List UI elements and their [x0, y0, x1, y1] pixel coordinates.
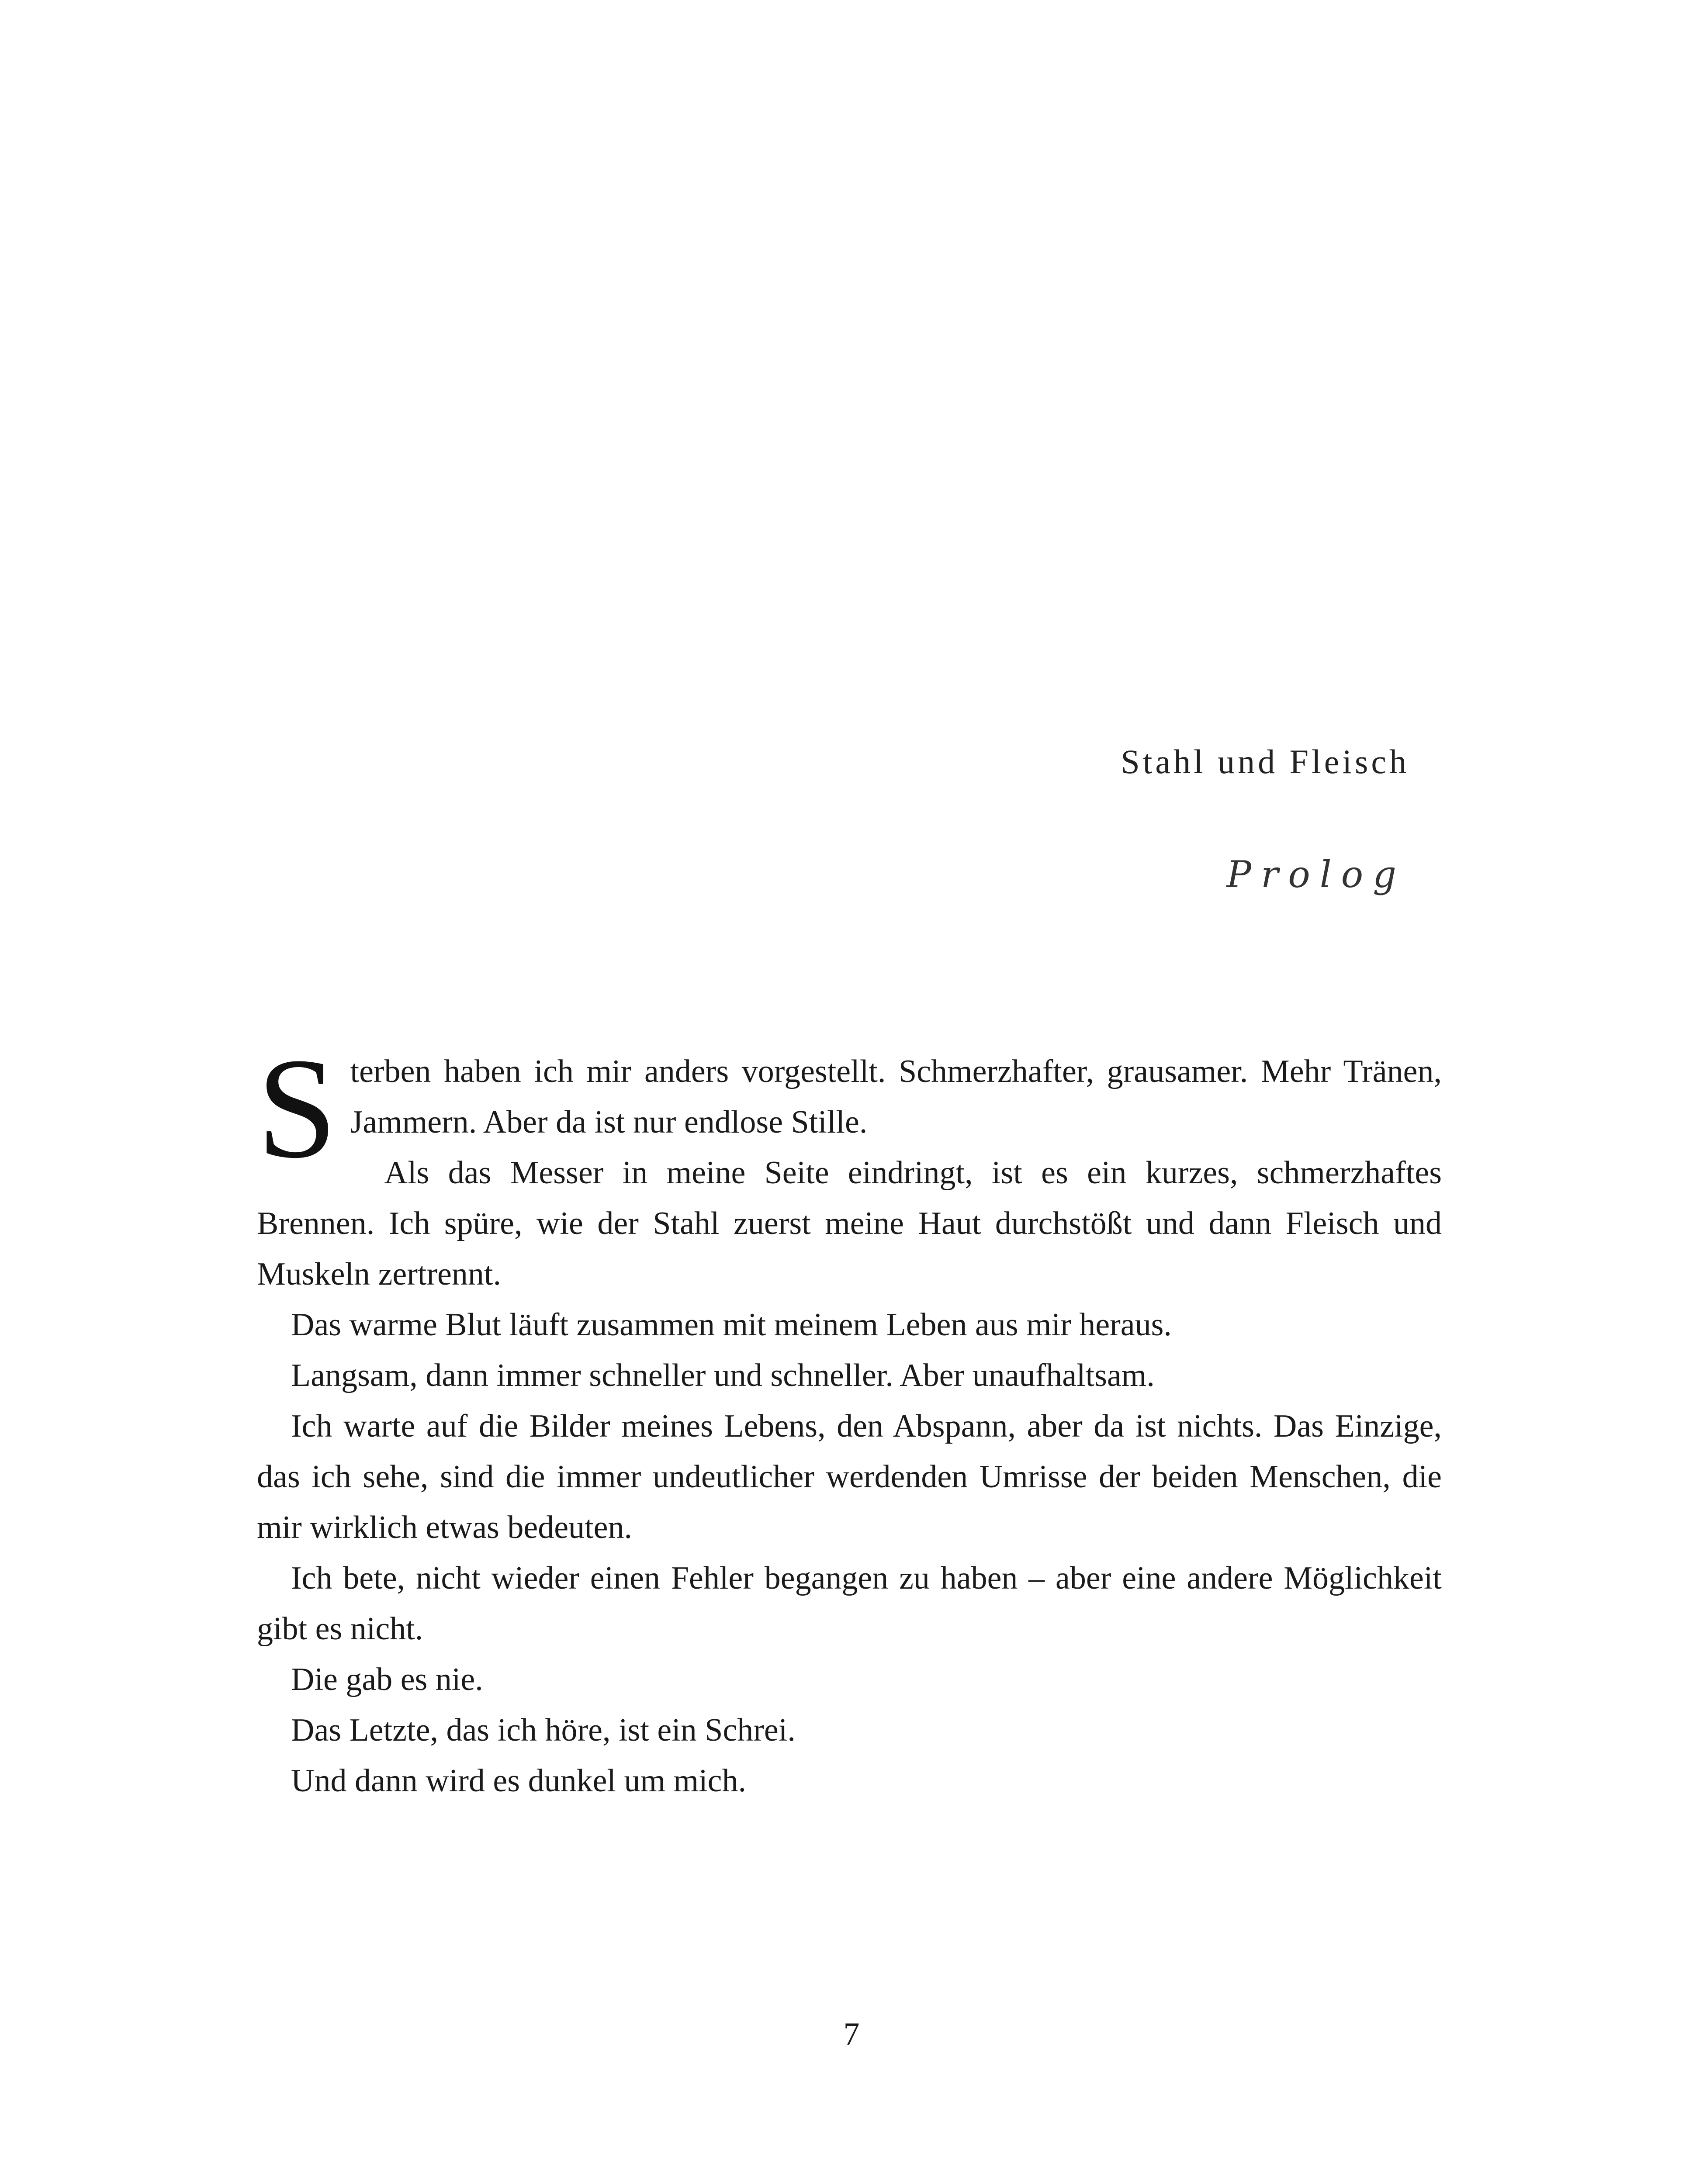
body-paragraph: Das warme Blut läuft zusammen mit meinem Leben aus mir heraus. [291, 1307, 1172, 1343]
opening-line: terben haben ich mir anders vorgestellt. Schmerzhafter, grausamer. Mehr Tränen, Jammern. Aber da ist nur endlose Stille. [350, 1054, 1442, 1140]
chapter-title: Stahl und Fleisch [1121, 743, 1409, 781]
opening-paragraph [257, 1029, 1442, 1188]
chapter-body [257, 1029, 1442, 1806]
body-paragraph: Die gab es nie. [291, 1662, 483, 1697]
body-paragraph: Und dann wird es dunkel um mich. [291, 1763, 746, 1799]
body-paragraph: Das Letzte, das ich höre, ist ein Schrei. [291, 1712, 796, 1748]
body-paragraph: Ich warte auf die Bilder meines Lebens, den Abspann, aber da ist nichts. Das Einzige, das ich sehe, sind die immer undeutlicher werdenden Umrisse der beiden Menschen, die mir wirklich etwas bedeuten. [257, 1408, 1442, 1545]
page-number: 7 [843, 2016, 860, 2052]
chapter-subtitle: Prolog [1226, 853, 1406, 896]
drop-cap: S [257, 1029, 337, 1188]
body-paragraph: Als das Messer in meine Seite eindringt, ist es ein kurzes, schmerzhaftes Brennen. Ich spüre, wie der Stahl zuerst meine Haut durchstößt und dann Fleisch und Muskeln zertrennt. [257, 1155, 1442, 1292]
body-paragraph: Ich bete, nicht wieder einen Fehler begangen zu haben – aber eine andere Möglichkeit gibt es nicht. [257, 1560, 1442, 1647]
body-paragraph: Langsam, dann immer schneller und schneller. Aber unaufhaltsam. [291, 1358, 1155, 1393]
